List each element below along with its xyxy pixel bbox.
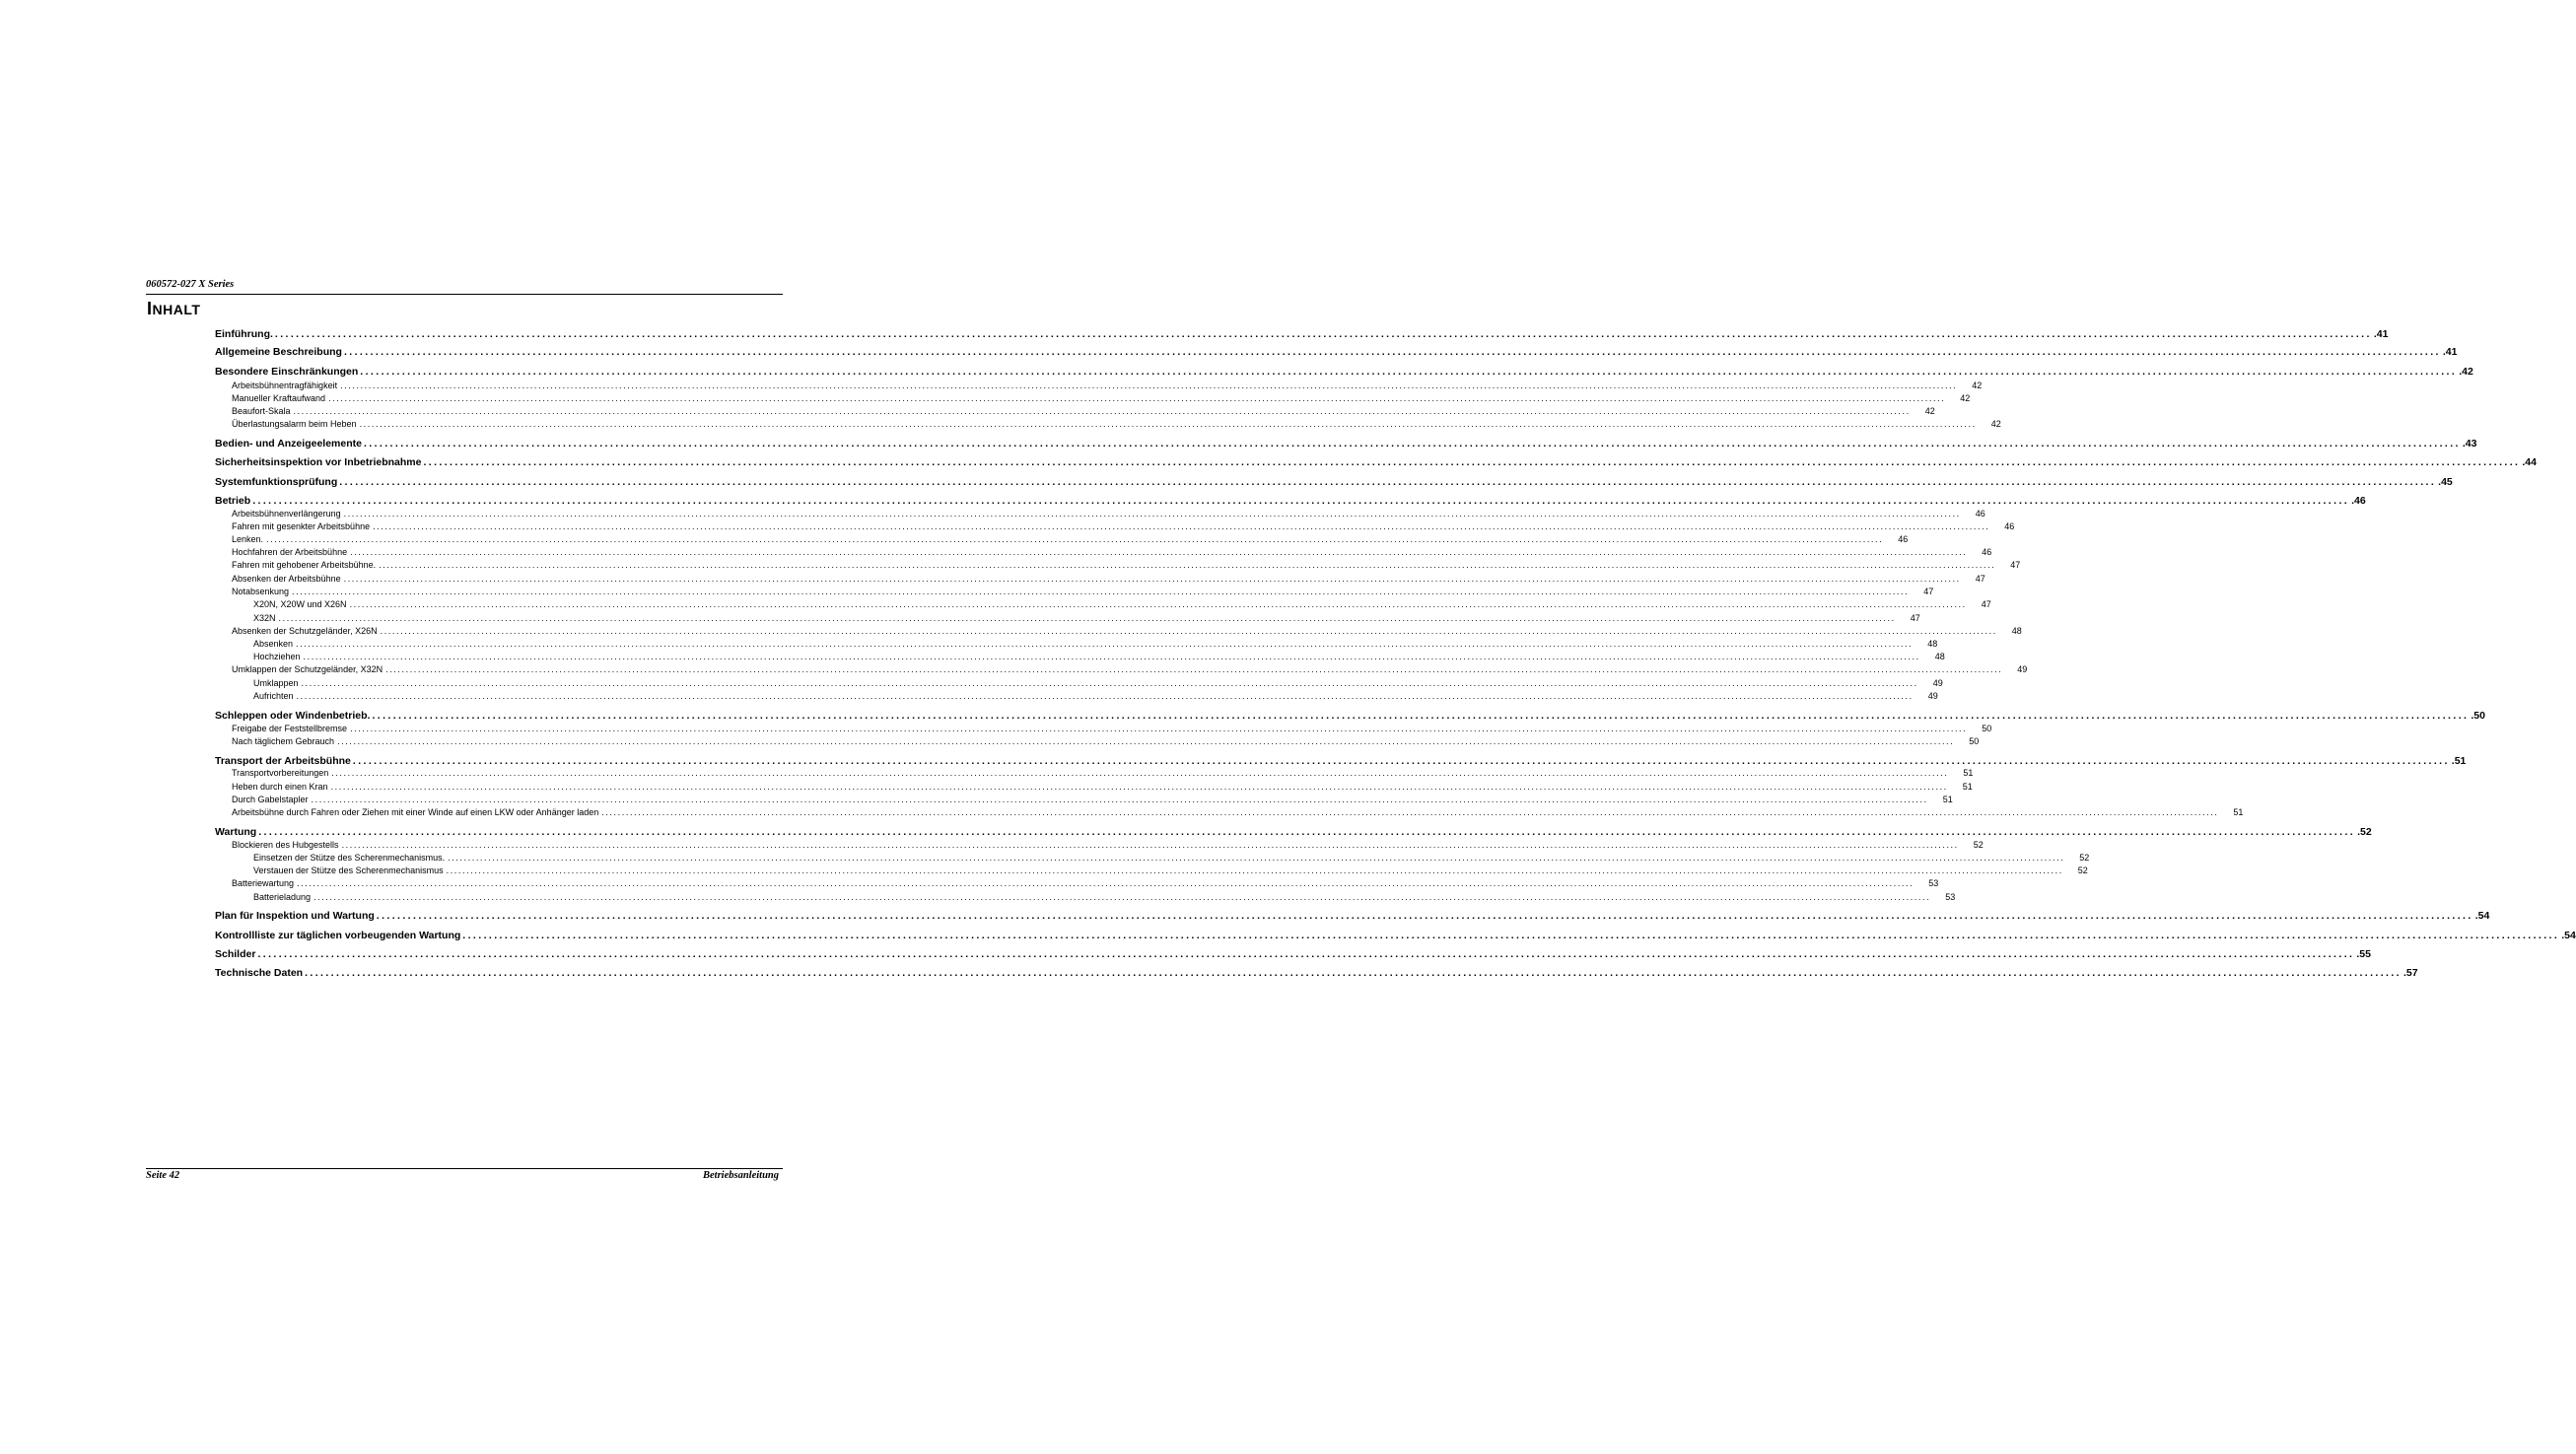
toc-entry-page: 51: [1963, 768, 1974, 778]
toc-entry[interactable]: [232, 587, 1934, 596]
toc-leader-dots: ................................................................................................................................................................................................................................................................................................................................................................................................................: [341, 840, 1959, 850]
toc-entry-label: Überlastungsalarm beim Heben: [232, 419, 357, 429]
toc-entry-page: 50: [1982, 724, 1992, 733]
toc-entry[interactable]: [232, 795, 1953, 804]
toc-leader-dots: ................................................................................................................................................................................................................................................................................................................................................................................................................: [313, 892, 1931, 902]
toc-entry-page: 48: [1934, 652, 1945, 661]
toc-entry-page: .46: [2351, 495, 2366, 507]
toc-leader-dots: ................................................................................................................................................................................................................................................................................................................................................................................................................: [448, 853, 2065, 863]
toc-entry-page: 42: [1990, 419, 2001, 429]
toc-entry[interactable]: [253, 691, 1938, 701]
toc-leader-dots: ................................................................................................................................................................................................................................................................................................................................................................................................................: [372, 710, 2470, 722]
toc-entry-label: Durch Gabelstapler: [232, 795, 309, 804]
toc-entry[interactable]: [253, 678, 1943, 688]
toc-entry[interactable]: [253, 652, 1945, 661]
toc-leader-dots: ................................................................................................................................................................................................................................................................................................................................................................................................................: [292, 587, 1910, 596]
toc-entry-page: 46: [2004, 521, 2015, 531]
toc-entry[interactable]: [215, 755, 2467, 767]
toc-entry[interactable]: [232, 664, 2028, 674]
toc-entry-label: X20N, X20W und X26N: [253, 599, 347, 609]
toc-entry-label: Verstauen der Stütze des Scherenmechanismus: [253, 865, 444, 875]
toc-entry-label: Betrieb: [215, 495, 251, 507]
toc-entry-label: Schilder: [215, 948, 256, 960]
toc-entry-label: Umklappen der Schutzgeländer, X32N: [232, 664, 383, 674]
toc-entry[interactable]: [232, 782, 1973, 792]
toc-entry-label: Technische Daten: [215, 967, 304, 979]
toc-leader-dots: ................................................................................................................................................................................................................................................................................................................................................................................................................: [385, 664, 2003, 674]
toc-entry-label: Batterieladung: [253, 892, 312, 902]
toc-leader-dots: ................................................................................................................................................................................................................................................................................................................................................................................................................: [343, 509, 1961, 519]
toc-entry[interactable]: [232, 840, 1984, 850]
toc-entry-label: Kontrollliste zur täglichen vorbeugenden Wartung: [215, 930, 461, 941]
toc-entry[interactable]: [232, 521, 2015, 531]
toc-entry-label: Fahren mit gehobener Arbeitsbühne.: [232, 560, 377, 570]
toc-entry[interactable]: [215, 328, 2389, 340]
toc-entry-page: 47: [2010, 560, 2021, 570]
running-header: 060572-027 X Series: [146, 279, 235, 290]
toc-entry-page: 47: [1981, 599, 1991, 609]
toc-leader-dots: ................................................................................................................................................................................................................................................................................................................................................................................................................: [349, 599, 1967, 609]
toc-entry-page: .44: [2522, 456, 2537, 468]
footer-rule: [146, 1168, 783, 1169]
toc-entry-page: 47: [1910, 613, 1920, 623]
toc-entry-page: 46: [1898, 534, 1909, 544]
toc-leader-dots: ................................................................................................................................................................................................................................................................................................................................................................................................................: [293, 406, 1911, 416]
toc-leader-dots: ................................................................................................................................................................................................................................................................................................................................................................................................................: [376, 910, 2473, 922]
toc-entry[interactable]: [215, 366, 2473, 378]
toc-entry-label: Fahren mit gesenkter Arbeitsbühne: [232, 521, 371, 531]
toc-leader-dots: ................................................................................................................................................................................................................................................................................................................................................................................................................: [379, 560, 1996, 570]
toc-entry[interactable]: [215, 346, 2458, 358]
toc-entry-page: .50: [2471, 710, 2485, 722]
toc-leader-dots: ................................................................................................................................................................................................................................................................................................................................................................................................................: [305, 967, 2402, 979]
toc-entry-label: Heben durch einen Kran: [232, 782, 328, 792]
toc-entry-label: Hochfahren der Arbeitsbühne: [232, 547, 348, 557]
toc-entry[interactable]: [215, 967, 2418, 979]
toc-entry[interactable]: [215, 826, 2372, 838]
toc-entry[interactable]: [215, 910, 2490, 922]
toc-entry-label: Arbeitsbühnentragfähigkeit: [232, 381, 338, 390]
toc-entry-label: X32N: [253, 613, 276, 623]
toc-entry-label: Hochziehen: [253, 652, 301, 661]
toc-leader-dots: ................................................................................................................................................................................................................................................................................................................................................................................................................: [252, 495, 2350, 507]
toc-entry-label: Sicherheitsinspektion vor Inbetriebnahme: [215, 456, 422, 468]
toc-entry-page: .45: [2438, 476, 2453, 488]
toc-entry-label: Manueller Kraftaufwand: [232, 393, 326, 403]
toc-entry-page: 48: [2011, 626, 2022, 636]
toc-entry-page: .55: [2356, 948, 2371, 960]
toc-leader-dots: ................................................................................................................................................................................................................................................................................................................................................................................................................: [343, 574, 1961, 584]
toc-entry-label: Blockieren des Hubgestells: [232, 840, 339, 850]
toc-entry-label: Notabsenkung: [232, 587, 290, 596]
toc-leader-dots: ................................................................................................................................................................................................................................................................................................................................................................................................................: [359, 419, 1977, 429]
toc-entry[interactable]: [232, 547, 1992, 557]
toc-entry-page: .51: [2451, 755, 2467, 767]
toc-leader-dots: ................................................................................................................................................................................................................................................................................................................................................................................................................: [278, 613, 1896, 623]
toc-entry[interactable]: [253, 599, 1991, 609]
toc-leader-dots: ................................................................................................................................................................................................................................................................................................................................................................................................................: [373, 521, 1990, 531]
toc-entry-page: 52: [2079, 853, 2090, 863]
toc-leader-dots: ................................................................................................................................................................................................................................................................................................................................................................................................................: [343, 346, 2441, 358]
toc-entry-page: .54: [2474, 910, 2490, 922]
toc-leader-dots: ................................................................................................................................................................................................................................................................................................................................................................................................................: [330, 782, 1948, 792]
toc-entry-page: .54: [2561, 930, 2576, 941]
toc-entry-page: .42: [2459, 366, 2473, 378]
toc-entry-label: Systemfunktionsprüfung: [215, 476, 338, 488]
toc-leader-dots: ................................................................................................................................................................................................................................................................................................................................................................................................................: [446, 865, 2063, 875]
toc-entry-label: Transportvorbereitungen: [232, 768, 329, 778]
toc-entry-page: 49: [2017, 664, 2028, 674]
toc-entry-label: Nach täglichem Gebrauch: [232, 736, 335, 746]
toc-leader-dots: ................................................................................................................................................................................................................................................................................................................................................................................................................: [301, 678, 1918, 688]
toc-entry-page: 42: [1924, 406, 1935, 416]
title-rest: NHALT: [152, 302, 201, 317]
toc-entry-page: 46: [1982, 547, 1992, 557]
toc-entry[interactable]: [215, 456, 2537, 468]
toc-entry-page: 51: [1962, 782, 1973, 792]
toc-entry[interactable]: [215, 495, 2366, 507]
toc-leader-dots: ................................................................................................................................................................................................................................................................................................................................................................................................................: [303, 652, 1920, 661]
toc-leader-dots: ................................................................................................................................................................................................................................................................................................................................................................................................................: [601, 807, 2219, 817]
toc-entry-page: 52: [1973, 840, 1984, 850]
toc-entry[interactable]: [232, 878, 1939, 888]
toc-entry[interactable]: [232, 724, 1992, 733]
toc-entry[interactable]: [253, 892, 1956, 902]
toc-entry[interactable]: [232, 626, 2022, 636]
footer-page-number: Seite 42: [146, 1170, 180, 1181]
toc-entry-label: Arbeitsbühnenverlängerung: [232, 509, 341, 519]
toc-entry-page: .43: [2462, 438, 2477, 450]
toc-entry-page: 46: [1975, 509, 1985, 519]
toc-entry[interactable]: [232, 419, 2001, 429]
toc-entry-label: Batteriewartung: [232, 878, 295, 888]
toc-leader-dots: ................................................................................................................................................................................................................................................................................................................................................................................................................: [266, 534, 1884, 544]
toc-entry[interactable]: [232, 768, 1974, 778]
header-rule: [146, 294, 783, 295]
toc-leader-dots: ................................................................................................................................................................................................................................................................................................................................................................................................................: [339, 476, 2437, 488]
toc-entry-label: Freigabe der Feststellbremse: [232, 724, 348, 733]
toc-entry-label: Lenken.: [232, 534, 264, 544]
toc-entry[interactable]: [253, 613, 1920, 623]
toc-entry-page: 49: [1932, 678, 1943, 688]
toc-entry[interactable]: [215, 930, 2576, 941]
toc-entry-page: .57: [2403, 967, 2418, 979]
toc-leader-dots: ................................................................................................................................................................................................................................................................................................................................................................................................................: [337, 736, 1955, 746]
toc-leader-dots: ................................................................................................................................................................................................................................................................................................................................................................................................................: [328, 393, 1946, 403]
toc-entry-label: Absenken der Schutzgeländer, X26N: [232, 626, 378, 636]
toc-entry-page: 53: [1945, 892, 1956, 902]
toc-entry-label: Umklappen: [253, 678, 299, 688]
toc-entry-label: Absenken: [253, 639, 294, 649]
toc-entry-label: Einsetzen der Stütze des Scherenmechanismus.: [253, 853, 446, 863]
toc-entry-label: Absenken der Arbeitsbühne: [232, 574, 341, 584]
footer-document-title: Betriebsanleitung: [702, 1170, 779, 1181]
toc-entry-label: Einführung.: [215, 328, 273, 340]
toc-entry-label: Bedien- und Anzeigeelemente: [215, 438, 362, 450]
toc-entry-page: 52: [2077, 865, 2088, 875]
toc-entry[interactable]: [215, 948, 2371, 960]
toc-entry-page: 51: [1942, 795, 1953, 804]
toc-leader-dots: ................................................................................................................................................................................................................................................................................................................................................................................................................: [380, 626, 1997, 636]
toc-entry-label: Schleppen oder Windenbetrieb.: [215, 710, 371, 722]
toc-leader-dots: ................................................................................................................................................................................................................................................................................................................................................................................................................: [340, 381, 1958, 390]
toc-entry-page: 42: [1960, 393, 1971, 403]
toc-entry[interactable]: [215, 438, 2477, 450]
toc-entry-label: Allgemeine Beschreibung: [215, 346, 342, 358]
toc-leader-dots: ................................................................................................................................................................................................................................................................................................................................................................................................................: [352, 755, 2450, 767]
toc-leader-dots: ................................................................................................................................................................................................................................................................................................................................................................................................................: [350, 547, 1968, 557]
toc-entry-page: 53: [1928, 878, 1939, 888]
toc-entry[interactable]: [232, 509, 1985, 519]
page-title: [147, 299, 200, 319]
toc-leader-dots: ................................................................................................................................................................................................................................................................................................................................................................................................................: [363, 438, 2461, 450]
toc-leader-dots: ................................................................................................................................................................................................................................................................................................................................................................................................................: [296, 691, 1914, 701]
toc-entry[interactable]: [215, 476, 2453, 488]
toc-leader-dots: ................................................................................................................................................................................................................................................................................................................................................................................................................: [462, 930, 2560, 941]
toc-entry-page: 47: [1975, 574, 1985, 584]
toc-leader-dots: ................................................................................................................................................................................................................................................................................................................................................................................................................: [258, 826, 2356, 838]
toc-entry-label: Beaufort-Skala: [232, 406, 291, 416]
toc-entry-label: Plan für Inspektion und Wartung: [215, 910, 375, 922]
toc-entry[interactable]: [232, 393, 1971, 403]
title-initial: I: [147, 299, 153, 318]
toc-entry[interactable]: [232, 560, 2021, 570]
toc-leader-dots: ................................................................................................................................................................................................................................................................................................................................................................................................................: [296, 639, 1914, 649]
toc-leader-dots: ................................................................................................................................................................................................................................................................................................................................................................................................................: [311, 795, 1928, 804]
toc-leader-dots: ................................................................................................................................................................................................................................................................................................................................................................................................................: [360, 366, 2458, 378]
toc-leader-dots: ................................................................................................................................................................................................................................................................................................................................................................................................................: [331, 768, 1949, 778]
toc-leader-dots: ................................................................................................................................................................................................................................................................................................................................................................................................................: [350, 724, 1968, 733]
toc-entry[interactable]: [253, 865, 2088, 875]
toc-entry-label: Arbeitsbühne durch Fahren oder Ziehen mit einer Winde auf einen LKW oder Anhänger laden: [232, 807, 599, 817]
toc-entry[interactable]: [232, 381, 1983, 390]
toc-entry-page: 48: [1927, 639, 1938, 649]
toc-leader-dots: ................................................................................................................................................................................................................................................................................................................................................................................................................: [423, 456, 2521, 468]
toc-entry-label: Transport der Arbeitsbühne: [215, 755, 351, 767]
toc-entry-label: Besondere Einschränkungen: [215, 366, 359, 378]
toc-entry-page: .41: [2442, 346, 2458, 358]
toc-entry[interactable]: [232, 807, 2244, 817]
toc-entry[interactable]: [232, 406, 1935, 416]
toc-entry-page: 51: [2233, 807, 2244, 817]
toc-entry[interactable]: [253, 853, 2090, 863]
toc-entry[interactable]: [232, 534, 1909, 544]
toc-entry-page: 42: [1972, 381, 1983, 390]
toc-entry-label: Aufrichten: [253, 691, 294, 701]
toc-entry[interactable]: [232, 736, 1980, 746]
toc-leader-dots: ................................................................................................................................................................................................................................................................................................................................................................................................................: [297, 878, 1915, 888]
toc-entry[interactable]: [253, 639, 1938, 649]
toc-entry-page: 50: [1969, 736, 1980, 746]
toc-entry-page: .41: [2373, 328, 2389, 340]
toc-entry[interactable]: [232, 574, 1985, 584]
toc-entry-label: Wartung: [215, 826, 257, 838]
toc-leader-dots: ................................................................................................................................................................................................................................................................................................................................................................................................................: [274, 328, 2372, 340]
toc-entry-page: 47: [1923, 587, 1934, 596]
toc-leader-dots: ................................................................................................................................................................................................................................................................................................................................................................................................................: [257, 948, 2355, 960]
toc-entry[interactable]: [215, 710, 2485, 722]
toc-entry-page: .52: [2357, 826, 2372, 838]
toc-entry-page: 49: [1927, 691, 1938, 701]
